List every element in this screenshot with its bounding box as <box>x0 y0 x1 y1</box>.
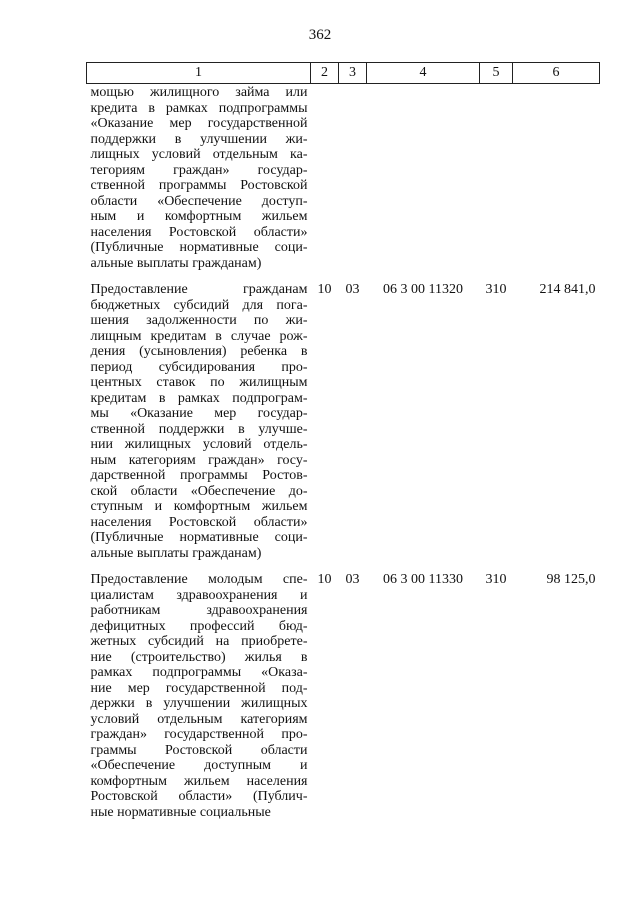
description-line: работникам здравоохранения <box>90 603 308 618</box>
description-line: держки в улучшении жилищных <box>90 696 308 711</box>
description-line: Предоставление гражданам <box>90 282 308 297</box>
description-line: лищных условий отдельным ка- <box>90 147 308 162</box>
description-line: ской области «Обеспечение до- <box>90 483 308 499</box>
amount-cell <box>513 84 600 272</box>
target-code-cell <box>367 84 480 272</box>
description-line: условий отдельным категориям <box>90 711 308 727</box>
target-code-cell: 06 3 00 11320 <box>383 282 463 297</box>
description-line: населения Ростовской области» <box>90 224 308 240</box>
description-line: лищным кредитам в случае рож- <box>90 328 308 344</box>
description-line: ние (строительство) жилья в <box>90 649 308 665</box>
description-line: поддержки в улучшении жи- <box>90 131 308 147</box>
description-line: Ростовской области» (Публич- <box>90 789 308 804</box>
description-line: граммы Ростовской области <box>90 742 308 758</box>
description-line: период субсидирования про- <box>90 359 308 375</box>
budget-table <box>86 62 600 820</box>
amount-cell: 214 841,0 <box>539 282 596 297</box>
description-line: граждан» государственной про- <box>90 727 308 742</box>
description-line: ние мер государственной под- <box>90 680 308 696</box>
description-line: кредитам в рамках подпрограм- <box>90 390 308 406</box>
description-line: кредита в рамках подпрограммы <box>90 100 308 116</box>
description-line: циалистам здравоохранения и <box>90 587 308 603</box>
description-line: бюджетных субсидий для пога- <box>90 297 308 313</box>
description-line: ступным и комфортным жильем <box>90 499 308 514</box>
column-header: 4 <box>367 63 480 84</box>
subsection-cell: 03 <box>345 282 360 297</box>
description-line: мощью жилищного займа или <box>90 85 308 100</box>
target-code-cell: 06 3 00 11330 <box>383 572 463 587</box>
description-line: нии жилищных условий отдель- <box>90 437 308 452</box>
table-body <box>87 84 600 821</box>
section-cell: 10 <box>317 282 332 297</box>
column-header: 6 <box>513 63 600 84</box>
page-number: 362 <box>308 27 332 43</box>
description-line: Предоставление молодым спе- <box>90 572 308 587</box>
table-header <box>87 63 600 84</box>
description-line: дения (усыновления) ребенка в <box>90 344 308 359</box>
description-line: дефицитных профессий бюд- <box>90 618 308 634</box>
description-line: мы «Оказание мер государ- <box>90 406 308 421</box>
spacer-cell <box>87 561 600 572</box>
description-line: ственной поддержки в улучше- <box>90 421 308 437</box>
column-header: 1 <box>87 63 311 84</box>
description-line: жетных субсидий на приобрете- <box>90 634 308 649</box>
spacer-cell <box>87 271 600 282</box>
table-row <box>87 84 600 272</box>
description-line: (Публичные нормативные соци- <box>90 240 308 255</box>
section-cell <box>311 84 339 272</box>
description-line: центных ставок по жилищным <box>90 375 308 390</box>
description-line: населения Ростовской области» <box>90 514 308 530</box>
row-spacer <box>87 561 600 572</box>
description-line: альные выплаты гражданам) <box>90 255 262 271</box>
description-line: ным и комфортным жильем <box>90 209 308 224</box>
section-cell: 10 <box>317 572 332 587</box>
description-line: (Публичные нормативные соци- <box>90 530 308 545</box>
column-header: 3 <box>339 63 367 84</box>
subsection-cell: 03 <box>345 572 360 587</box>
amount-cell: 98 125,0 <box>546 572 596 587</box>
description-line: «Оказание мер государственной <box>90 116 308 131</box>
expense-type-cell <box>480 84 513 272</box>
description-cell <box>87 84 311 272</box>
expense-type-cell: 310 <box>485 282 507 297</box>
description-line: комфортным жильем населения <box>90 773 308 789</box>
subsection-cell <box>339 84 367 272</box>
description-line: ные нормативные социальные <box>90 804 271 820</box>
description-line: альные выплаты гражданам) <box>90 545 262 561</box>
row-spacer <box>87 271 600 282</box>
description-line: ственной программы Ростовской <box>90 178 308 193</box>
header-row <box>87 63 600 84</box>
expense-type-cell: 310 <box>485 572 507 587</box>
description-cell <box>87 282 311 561</box>
description-line: «Обеспечение доступным и <box>90 758 308 773</box>
column-header: 5 <box>480 63 513 84</box>
description-line: тегориям граждан» государ- <box>90 162 308 178</box>
table-row <box>87 282 600 561</box>
description-line: рамках подпрограммы «Оказа- <box>90 665 308 680</box>
table-row <box>87 572 600 820</box>
description-cell <box>87 572 311 820</box>
description-line: шения задолженности по жи- <box>90 313 308 328</box>
column-header: 2 <box>311 63 339 84</box>
description-line: ным категориям граждан» госу- <box>90 452 308 468</box>
description-line: области «Обеспечение доступ- <box>90 193 308 209</box>
description-line: дарственной программы Ростов- <box>90 468 308 483</box>
